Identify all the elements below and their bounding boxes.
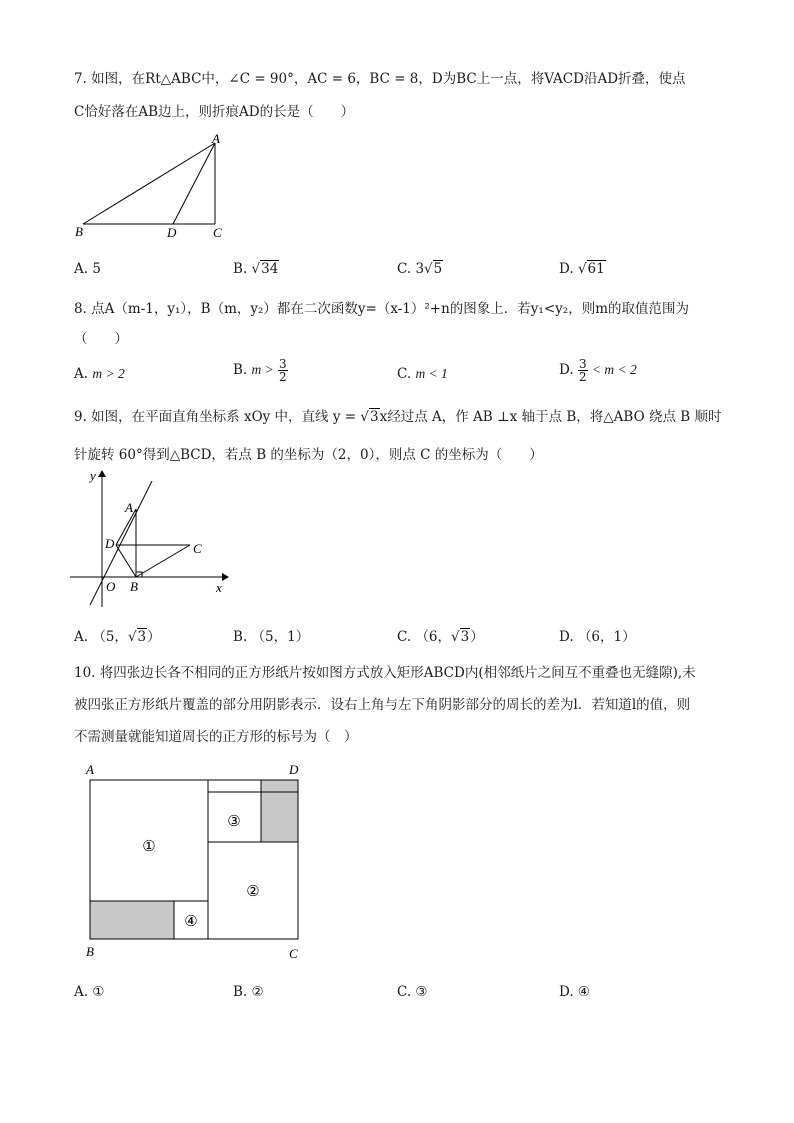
q9-option-d-text: （6，1） — [577, 629, 636, 645]
q9-text-line2: 针旋转 60°得到△BCD，若点 B 的坐标为（2，0），则点 C 的坐标为（ ） — [74, 447, 543, 463]
q10-option-b[interactable]: B. ② — [233, 984, 264, 1000]
q10-text-line2: 被四张正方形纸片覆盖的部分用阴影表示．设右上角与左下角阴影部分的周长的差为l．若知道l的值，则 — [74, 697, 691, 713]
q10-shade-top-right — [261, 780, 298, 842]
q7-option-c-radical-sign: √ — [424, 261, 433, 277]
q10-option-c[interactable]: C. ③ — [397, 984, 428, 1000]
q8-option-d-label: D. — [559, 362, 578, 378]
q8-option-c-text: m < 1 — [415, 366, 448, 381]
q8-option-b-fraction — [278, 358, 288, 383]
q9-label-c: C — [193, 541, 202, 556]
q7-option-d[interactable] — [559, 261, 606, 277]
q9-label-b: B — [130, 579, 138, 594]
q8-option-d-numerator: 3 — [578, 357, 587, 371]
q7-label-b: B — [75, 224, 83, 239]
q7-label-d: D — [167, 225, 177, 240]
q8-option-c-label: C. — [397, 366, 416, 382]
q7-option-c-coef: 3 — [415, 261, 425, 277]
q9-option-a-radicand: 3 — [137, 629, 147, 645]
q9-option-c-post: ） — [470, 629, 484, 645]
q9-option-b-label: B. — [233, 629, 252, 645]
q7-option-d-radicand: 61 — [587, 261, 605, 277]
q9-label-o: O — [106, 579, 116, 594]
q7-option-a[interactable] — [74, 261, 101, 277]
q10-text-line3: 不需测量就能知道周长的正方形的标号为（ ） — [74, 729, 358, 745]
q8-option-b-denominator: 2 — [279, 370, 287, 384]
q10-mark-3: ③ — [227, 814, 241, 830]
q7-option-c-label: C. — [397, 261, 416, 277]
q10-shade-bottom-left — [90, 901, 174, 939]
q7-option-b[interactable] — [233, 261, 279, 277]
q10-label-a: A — [86, 762, 94, 777]
q8-option-d-denominator: 2 — [578, 370, 587, 384]
q9-option-d-label: D. — [559, 629, 578, 645]
q9-option-b-text: （5，1） — [251, 629, 310, 645]
q9-text-line1-post: x经过点 A，作 AB ⊥x 轴于点 B，将△ABO 绕点 B 顺时 — [379, 409, 722, 425]
q7-label-a: A — [212, 132, 220, 146]
q8-option-d-fraction — [578, 358, 588, 383]
q7-text-line2: C恰好落在AB边上，则折痕AD的长是（ ） — [74, 104, 355, 120]
q8-option-b[interactable] — [233, 358, 288, 383]
q10-mark-1: ① — [142, 839, 156, 855]
q9-option-c-radicand: 3 — [460, 629, 470, 645]
q7-segment-ad — [173, 143, 215, 224]
q10-option-d[interactable]: D. ④ — [559, 984, 591, 1000]
q10-mark-2: ② — [246, 884, 260, 900]
q9-option-a-pre: （5， — [92, 629, 128, 645]
q9-label-a: A — [125, 500, 133, 515]
q9-option-a-radical-sign: √ — [127, 629, 137, 645]
q9-option-a[interactable] — [74, 625, 161, 645]
q10-label-b: B — [86, 944, 94, 959]
q8-option-a[interactable] — [74, 366, 125, 382]
q7-option-b-radical-sign: √ — [251, 261, 261, 277]
q7-option-a-label: A. — [74, 261, 93, 277]
q7-text-line1: 7. 如图，在Rt△ABC中，∠C = 90°，AC = 6，BC = 8，D为BC上一点，将VACD沿AD折叠，使点 — [74, 71, 686, 87]
q7-label-c: C — [213, 225, 222, 240]
q7-option-b-label: B. — [233, 261, 252, 277]
q9-radicand: 3 — [369, 409, 379, 425]
q7-option-c-radicand: 5 — [433, 261, 443, 277]
q9-option-c[interactable] — [397, 625, 484, 645]
q8-option-b-pre: m > — [251, 362, 274, 377]
q9-radical-sign: √ — [360, 409, 369, 425]
q9-segment-db — [116, 545, 136, 577]
q7-side-ab — [83, 143, 215, 224]
q7-option-a-value: 5 — [92, 261, 101, 277]
q10-rectangle-figure — [80, 758, 310, 964]
q8-option-a-text: m > 2 — [92, 366, 125, 381]
q9-label-x: x — [216, 580, 222, 595]
q10-text-line1: 10. 将四张边长各不相同的正方形纸片按如图方式放入矩形ABCD内(相邻纸片之间互不重叠也无缝隙),未 — [74, 665, 696, 681]
q10-option-a[interactable]: A. ① — [74, 984, 105, 1000]
q9-option-a-label: A. — [74, 629, 93, 645]
q9-option-b[interactable] — [233, 625, 309, 645]
q9-label-d: D — [105, 536, 115, 551]
q8-text-line1: 8. 点A（m-1，y₁），B（m，y₂）都在二次函数y=（x-1）²+n的图象上．若y₁<y₂，则m的取值范围为 — [74, 301, 689, 317]
q9-segment-bc — [136, 545, 190, 577]
q7-option-d-radical-sign: √ — [577, 261, 587, 277]
q8-option-d[interactable] — [559, 358, 637, 383]
q8-option-d-post: < m < 2 — [591, 362, 637, 377]
q7-option-b-radicand: 34 — [261, 261, 279, 277]
q9-option-d[interactable] — [559, 625, 636, 645]
q8-option-b-label: B. — [233, 362, 252, 378]
q9-option-c-label: C. — [397, 629, 416, 645]
q8-option-b-numerator: 3 — [279, 357, 287, 371]
q10-label-c: C — [289, 946, 298, 961]
q9-option-a-post: ） — [147, 629, 161, 645]
q10-mark-4: ④ — [184, 914, 198, 930]
q10-label-d: D — [289, 762, 299, 777]
q9-option-c-radical-sign: √ — [451, 629, 460, 645]
q8-text-line2: （ ） — [74, 331, 128, 347]
q7-option-d-label: D. — [559, 261, 578, 277]
q9-text-line1-pre: 9. 如图，在平面直角坐标系 xOy 中，直线 y = — [74, 409, 361, 425]
q7-option-c[interactable] — [397, 261, 443, 277]
q9-coordinate-figure — [66, 465, 236, 613]
q8-option-c[interactable] — [397, 366, 448, 382]
q9-label-y: y — [90, 468, 96, 483]
q9-option-c-pre: （6， — [415, 629, 452, 645]
q9-text-line1 — [74, 405, 721, 425]
q8-option-a-label: A. — [74, 366, 93, 382]
q9-line-y-sqrt3x — [90, 481, 152, 605]
q7-triangle-figure — [70, 132, 240, 244]
